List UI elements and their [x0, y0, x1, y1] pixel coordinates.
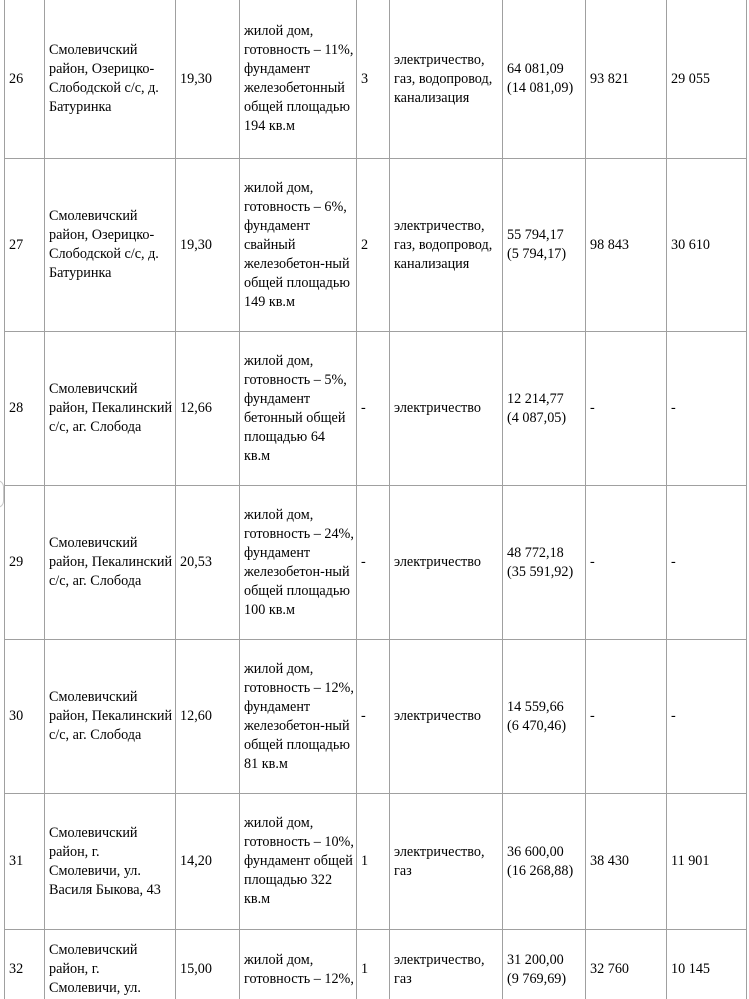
description-cell: жилой дом, готовность – 12%, фундамент железобетон-ный общей площадью 81 кв.м [240, 640, 357, 794]
row-number: 32 [5, 930, 45, 999]
value-main: 55 794,17 [507, 227, 564, 243]
value-sub: (35 591,92) [507, 563, 574, 580]
price-a-cell: 38 430 [586, 794, 667, 930]
table-row [5, 486, 747, 640]
utilities-cell: электричество, газ [390, 794, 503, 930]
floors-cell: 1 [357, 794, 390, 930]
property-table [4, 0, 747, 999]
utilities-cell: электричество, газ [390, 930, 503, 999]
location-cell: Смолевичский район, г. Смолевичи, ул. [45, 930, 176, 999]
location-cell: Смолевичский район, Озерицко-Слободской с/с, д. Батуринка [45, 159, 176, 332]
value-sub: (16 268,88) [507, 862, 574, 879]
area-cell: 12,66 [176, 332, 240, 486]
row-number: 26 [5, 0, 45, 159]
price-b-cell: - [667, 640, 747, 794]
price-a-cell: - [586, 640, 667, 794]
utilities-cell: электричество [390, 640, 503, 794]
value-cell [503, 332, 586, 486]
value-cell [503, 486, 586, 640]
price-b-cell: 29 055 [667, 0, 747, 159]
location-cell: Смолевичский район, Озерицко-Слободской с/с, д. Батуринка [45, 0, 176, 159]
price-b-cell: 10 145 [667, 930, 747, 999]
location-cell: Смолевичский район, Пекалинский с/с, аг. Слобода [45, 486, 176, 640]
floors-cell: 3 [357, 0, 390, 159]
price-a-cell: 93 821 [586, 0, 667, 159]
value-main: 36 600,00 [507, 843, 564, 860]
value-cell [503, 794, 586, 930]
price-a-cell: 32 760 [586, 930, 667, 999]
floors-cell: - [357, 332, 390, 486]
utilities-cell: электричество, газ, водопровод, канализация [390, 159, 503, 332]
description-cell: жилой дом, готовность – 10%, фундамент общей площадью 322 кв.м [240, 794, 357, 930]
table-row [5, 332, 747, 486]
description-cell: жилой дом, готовность – 11%, фундамент железобетонный общей площадью 194 кв.м [240, 0, 357, 159]
utilities-cell: электричество [390, 332, 503, 486]
value-main: 14 559,66 [507, 698, 564, 715]
table-row [5, 930, 747, 999]
description-cell: жилой дом, готовность – 24%, фундамент железобетон-ный общей площадью 100 кв.м [240, 486, 357, 640]
value-sub: (5 794,17) [507, 246, 567, 262]
price-b-cell: - [667, 486, 747, 640]
row-number: 28 [5, 332, 45, 486]
area-cell: 15,00 [176, 930, 240, 999]
floors-cell: 2 [357, 159, 390, 332]
value-main: 48 772,18 [507, 544, 564, 561]
value-sub: (4 087,05) [507, 409, 567, 426]
table-row [5, 0, 747, 159]
price-b-cell: 11 901 [667, 794, 747, 930]
description-cell: жилой дом, готовность – 12%, [240, 930, 357, 999]
location-cell: Смолевичский район, г. Смолевичи, ул. Василя Быкова, 43 [45, 794, 176, 930]
row-number: 31 [5, 794, 45, 930]
area-cell: 19,30 [176, 0, 240, 159]
utilities-cell: электричество, газ, водопровод, канализация [390, 0, 503, 159]
value-sub: (6 470,46) [507, 717, 567, 734]
price-a-cell: 98 843 [586, 159, 667, 332]
value-main: 64 081,09 [507, 61, 564, 77]
floors-cell: - [357, 640, 390, 794]
price-a-cell: - [586, 332, 667, 486]
value-cell [503, 159, 586, 332]
row-number: 27 [5, 159, 45, 332]
value-main: 12 214,77 [507, 390, 564, 407]
value-cell [503, 930, 586, 999]
value-sub: (14 081,09) [507, 80, 574, 96]
description-cell: жилой дом, готовность – 5%, фундамент бетонный общей площадью 64 кв.м [240, 332, 357, 486]
area-cell: 19,30 [176, 159, 240, 332]
floors-cell: - [357, 486, 390, 640]
value-sub: (9 769,69) [507, 970, 567, 987]
location-cell: Смолевичский район, Пекалинский с/с, аг. Слобода [45, 332, 176, 486]
value-cell [503, 640, 586, 794]
table-row [5, 640, 747, 794]
area-cell: 12,60 [176, 640, 240, 794]
area-cell: 14,20 [176, 794, 240, 930]
value-cell [503, 0, 586, 159]
floors-cell: 1 [357, 930, 390, 999]
price-a-cell: - [586, 486, 667, 640]
table-row [5, 794, 747, 930]
utilities-cell: электричество [390, 486, 503, 640]
area-cell: 20,53 [176, 486, 240, 640]
table-row [5, 159, 747, 332]
price-b-cell: 30 610 [667, 159, 747, 332]
description-cell: жилой дом, готовность – 6%, фундамент свайный железобетон-ный общей площадью 149 кв.м [240, 159, 357, 332]
value-main: 31 200,00 [507, 951, 564, 968]
location-cell: Смолевичский район, Пекалинский с/с, аг. Слобода [45, 640, 176, 794]
row-number: 30 [5, 640, 45, 794]
price-b-cell: - [667, 332, 747, 486]
row-number: 29 [5, 486, 45, 640]
